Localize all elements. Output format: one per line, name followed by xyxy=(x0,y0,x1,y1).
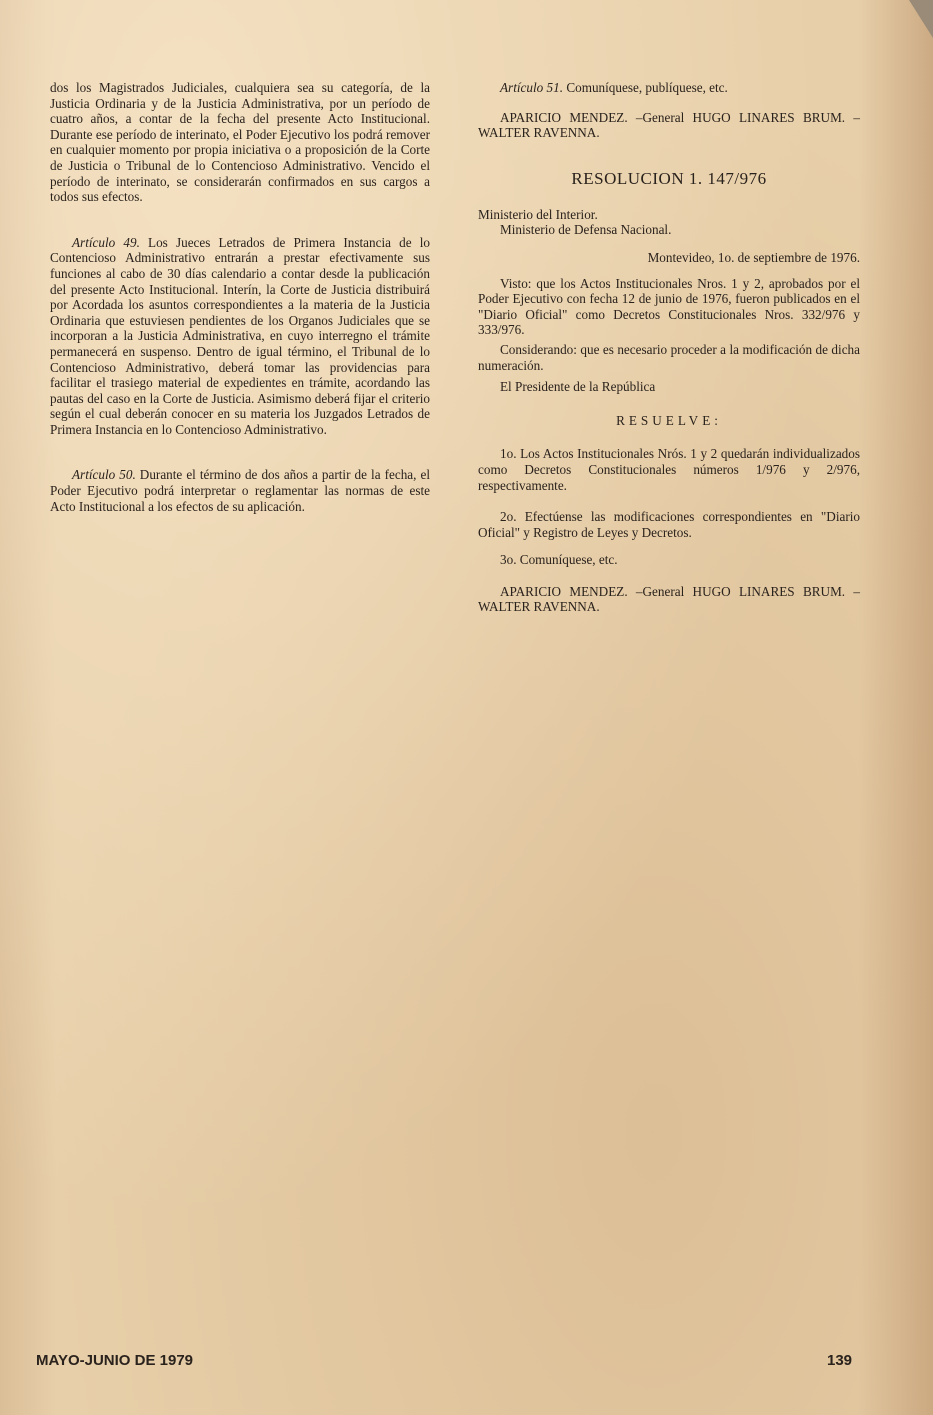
right-column xyxy=(478,80,860,615)
visto-paragraph: Visto: que los Actos Institucionales Nros. 1 y 2, aprobados por el Poder Ejecutivo con fecha 12 de junio de 1976, fueron publicados en el "Diario Oficial" como Decretos Constitucionales Nros. 332/976 y 333/976. xyxy=(478,275,860,338)
resolution-title: RESOLUCION 1. 147/976 xyxy=(571,168,767,188)
resolution-item-3: 3o. Comuníquese, etc. xyxy=(500,552,618,568)
article-51-label: Artículo 51. xyxy=(500,80,564,95)
left-column xyxy=(50,80,430,514)
resolution-item-2: 2o. Efectúense las modificaciones correspondientes en "Diario Oficial" y Registro de Leyes y Decretos. xyxy=(478,509,860,540)
date-line: Montevideo, 1o. de septiembre de 1976. xyxy=(647,249,860,265)
interim-paragraph: dos los Magistrados Judiciales, cualquiera sea su categoría, de la Justicia Ordinaria y de la Justicia Administrativa, por un período de cuatro años, a contar de la fecha del presente Acto Institucional. Durante ese período de interinato, el Poder Ejecutivo los podrá remover en cualquier momento por propia iniciativa o a proposición de la Corte de Justicia o Tribunal de lo Contencioso Administrativo. Vencido el período de interinato, se considerarán confirmados en sus cargos a todos sus efectos. xyxy=(50,80,430,205)
article-51-text: Comuníquese, publíquese, etc. xyxy=(563,80,728,95)
ministry-defense: Ministerio de Defensa Nacional. xyxy=(500,222,672,238)
signatures-second: APARICIO MENDEZ. –General HUGO LINARES BRUM. – WALTER RAVENNA. xyxy=(478,583,860,615)
resuelve-heading: RESUELVE: xyxy=(616,412,722,428)
article-50-text: Durante el término de dos años a partir de la fecha, el Poder Ejecutivo podrá interpretar o reglamentar las normas de este Acto Institucional a los efectos de su aplicación. xyxy=(50,467,430,514)
signatures-first: APARICIO MENDEZ. –General HUGO LINARES BRUM. – WALTER RAVENNA. xyxy=(478,109,860,141)
article-49-label: Artículo 49. xyxy=(72,234,140,250)
page-corner-fold xyxy=(909,0,933,38)
resolution-item-1: 1o. Los Actos Institucionales Nrós. 1 y 2 quedarán individualizados como Decretos Constitucionales números 1/976 y 2/976, respectivamente. xyxy=(478,446,860,493)
article-50-label: Artículo 50. xyxy=(72,467,136,483)
article-49 xyxy=(50,235,430,438)
considerando-paragraph: Considerando: que es necesario proceder a la modificación de dicha numeración. xyxy=(478,341,860,373)
article-51 xyxy=(478,80,860,96)
ministry-interior: Ministerio del Interior. xyxy=(478,206,598,222)
article-49-text: Los Jueces Letrados de Primera Instancia de lo Contencioso Administrativo entrarán a prestar efectivamente sus funciones al cabo de 30 días calendario a contar desde la publicación del presente Acto Institucional. Interín, la Corte de Justicia distribuirá por Acordada los asuntos correspondientes a la materia de la Justicia Ordinaria que estuviesen pendientes de los Organos Judiciales que se incorporan a la Justicia Administrativa, en cuyo interregno el trámite permanecerá en suspenso. Dentro de igual término, el Tribunal de lo Contencioso Administrativo, deberá tomar las providencias para facilitar el trasiego material de expedientes en trámite, acordando las pautas del caso en la Corte de Justicia. Asimismo deberá fijar el criterio según el cual deberán conocer en su materia los Juzgados Letrados de Primera Instancia en lo Contencioso Administrativo. xyxy=(50,234,430,437)
issue-date-footer: MAYO-JUNIO DE 1979 xyxy=(36,1352,194,1369)
president-line: El Presidente de la República xyxy=(500,379,656,395)
page-number: 139 xyxy=(827,1352,853,1369)
article-50 xyxy=(50,467,430,514)
